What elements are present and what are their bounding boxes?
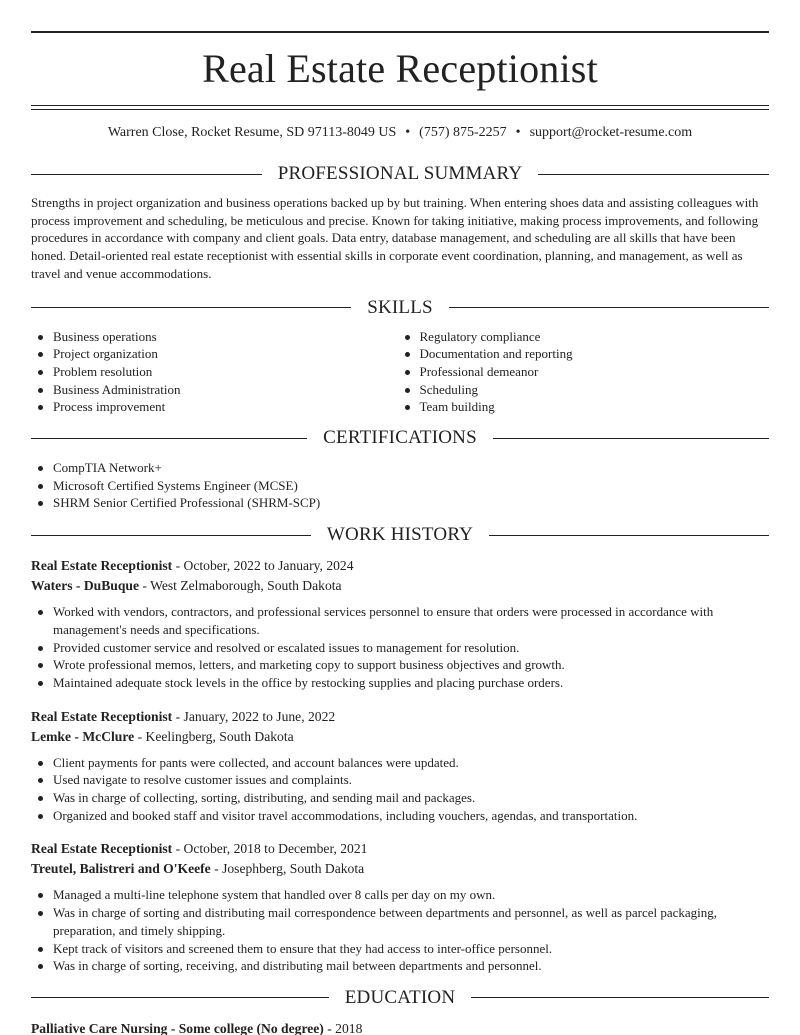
contact-phone: (757) 875-2257 (419, 125, 507, 140)
list-item: Business operations (31, 328, 403, 346)
list-item: Was in charge of sorting, receiving, and distributing mail between departments and personnel. (31, 957, 769, 975)
section-title: EDUCATION (344, 986, 456, 1008)
job-entry (31, 839, 769, 975)
list-item: Client payments for pants were collected, and account balances were updated. (31, 754, 769, 772)
list-item: Scheduling (398, 381, 770, 399)
job-dates: October, 2018 to December, 2021 (183, 841, 368, 857)
education-degree: Palliative Care Nursing - Some college (No degree) (31, 1020, 324, 1035)
list-item: Regulatory compliance (398, 328, 770, 346)
job-dash: - (175, 841, 181, 857)
job-dash: - (142, 578, 147, 594)
list-item: CompTIA Network+ (31, 459, 769, 477)
job-dash: - (175, 558, 181, 574)
job-dash: - (214, 861, 219, 877)
section-rule (449, 307, 769, 308)
job-dates: January, 2022 to June, 2022 (183, 708, 336, 724)
job-bullets (31, 754, 769, 825)
list-item: Professional demeanor (398, 363, 770, 381)
list-item: Organized and booked staff and visitor travel accommodations, including vouchers, agendas, and transportation. (31, 807, 769, 825)
list-item: Microsoft Certified Systems Engineer (MCSE) (31, 477, 769, 495)
section-rule (471, 997, 769, 998)
job-title-line (31, 707, 769, 727)
section-title: WORK HISTORY (326, 524, 474, 546)
job-entry (31, 707, 769, 825)
list-item: Used navigate to resolve customer issues and complaints. (31, 771, 769, 789)
job-company-line (31, 576, 769, 596)
list-item: Managed a multi-line telephone system that handled over 8 calls per day on my own. (31, 886, 769, 904)
list-item: Team building (398, 398, 770, 416)
section-header-certifications (31, 427, 769, 449)
list-item: Wrote professional memos, letters, and marketing copy to support business objectives and growth. (31, 656, 769, 674)
job-bullets (31, 886, 769, 975)
education-dash: - (327, 1020, 332, 1035)
section-rule (31, 535, 311, 536)
section-title: CERTIFICATIONS (323, 427, 477, 449)
job-dash: - (175, 708, 181, 724)
job-company: Lemke - McClure (31, 728, 135, 744)
list-item: Provided customer service and resolved or escalated issues to management for resolution. (31, 639, 769, 657)
list-item: Project organization (31, 345, 403, 363)
section-header-work (31, 524, 769, 546)
job-company: Waters - DuBuque (31, 578, 140, 594)
resume-page (31, 31, 769, 1035)
job-location: West Zelmaborough, South Dakota (150, 578, 342, 594)
job-title: Real Estate Receptionist (31, 708, 173, 724)
job-dates: October, 2022 to January, 2024 (183, 558, 354, 574)
section-rule (31, 438, 307, 439)
job-title: Real Estate Receptionist (31, 841, 173, 857)
contact-email: support@rocket-resume.com (529, 125, 693, 140)
job-entry (31, 556, 769, 692)
section-rule (31, 174, 262, 175)
contact-line (31, 125, 769, 141)
job-location: Keelingberg, South Dakota (145, 728, 294, 744)
list-item: Maintained adequate stock levels in the office by restocking supplies and placing purchase orders. (31, 674, 769, 692)
job-location: Josephberg, South Dakota (222, 861, 365, 877)
list-item: Worked with vendors, contractors, and professional services personnel to ensure that orders were processed in accordance with management's needs and specifications. (31, 603, 769, 638)
contact-separator: • (515, 125, 521, 140)
job-company-line (31, 859, 769, 879)
list-item: Business Administration (31, 381, 403, 399)
title-double-rule (31, 105, 769, 110)
list-item: Problem resolution (31, 363, 403, 381)
job-title-line (31, 839, 769, 859)
resume-title: Real Estate Receptionist (202, 46, 598, 91)
contact-separator: • (405, 125, 411, 140)
section-rule (31, 997, 329, 998)
skills-list (31, 328, 769, 417)
section-rule (31, 307, 351, 308)
job-company: Treutel, Balistreri and O'Keefe (31, 861, 211, 877)
job-bullets (31, 603, 769, 692)
certifications-list (31, 459, 769, 512)
section-rule (489, 535, 769, 536)
summary-text: Strengths in project organization and business operations backed up by but training. When entering shoes data and assisting colleagues with process improvement and scheduling, be meticulous and precise. Known for taking initiative, making process improvements, and following procedures in accordance with company and client goals. Data entry, database management, and scheduling are all skills that have been honed. Detail-oriented real estate receptionist with essential skills in corporate event coordination, planning, and management, as well as travel and venue accommodations. (31, 195, 759, 281)
skills-column-right (398, 328, 770, 417)
section-header-summary (31, 163, 769, 185)
section-title: PROFESSIONAL SUMMARY (277, 163, 523, 184)
education-entry (31, 1019, 769, 1035)
top-rule (31, 31, 769, 33)
section-header-skills (31, 297, 769, 319)
section-title: SKILLS (367, 296, 433, 318)
list-item: Was in charge of sorting and distributing mail correspondence between departments and personnel, as well as parcel packaging, preparation, and timely shipping. (31, 904, 769, 939)
section-header-education (31, 987, 769, 1009)
job-title-line (31, 556, 769, 576)
list-item: Kept track of visitors and screened them to ensure that they had access to inter-office personnel. (31, 940, 769, 958)
education-year: 2018 (335, 1020, 363, 1035)
list-item: Was in charge of collecting, sorting, distributing, and sending mail and packages. (31, 789, 769, 807)
job-dash: - (137, 728, 143, 744)
list-item: Process improvement (31, 398, 403, 416)
list-item: Documentation and reporting (398, 345, 770, 363)
skills-column-left (31, 328, 403, 417)
contact-address: Warren Close, Rocket Resume, SD 97113-8049 US (107, 125, 397, 140)
section-rule (538, 174, 769, 175)
list-item: SHRM Senior Certified Professional (SHRM-SCP) (31, 494, 769, 512)
job-company-line (31, 727, 769, 747)
section-rule (493, 438, 769, 439)
job-title: Real Estate Receptionist (31, 558, 173, 574)
